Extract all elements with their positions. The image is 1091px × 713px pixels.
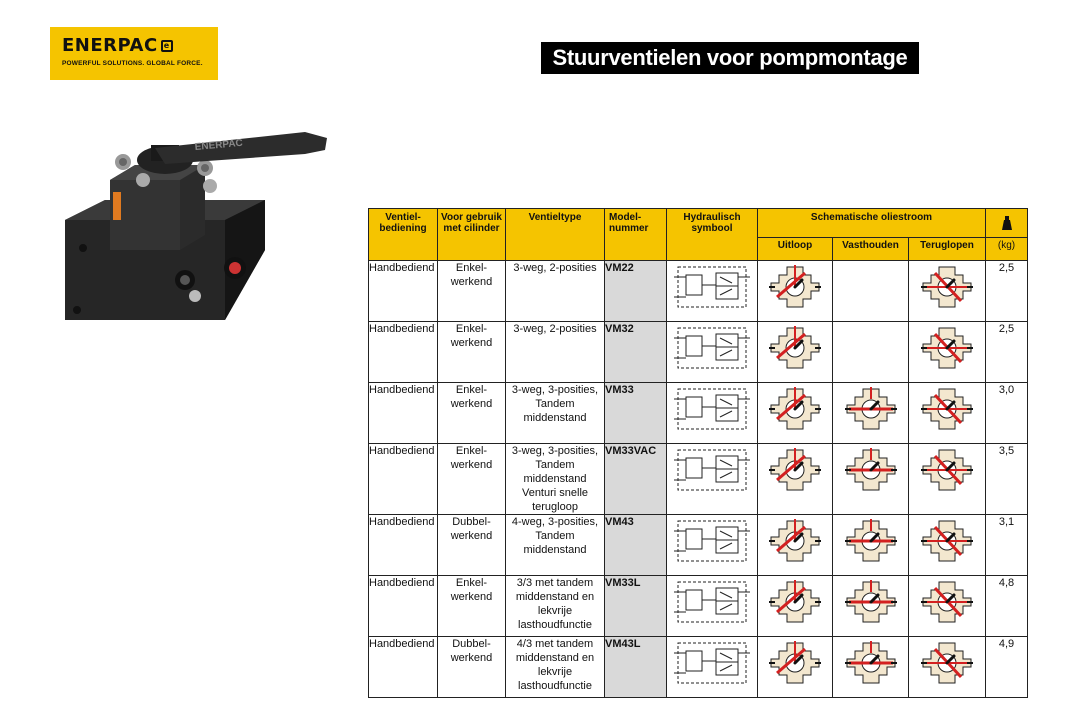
cell-ventieltype: 3-weg, 2-posities [506, 261, 605, 322]
flow-diagram-icon [917, 637, 977, 689]
header-oliestroom: Schematische oliestroom [758, 209, 986, 238]
flow-diagram-icon [765, 576, 825, 628]
cell-bediening: Handbediend [369, 444, 438, 515]
cell-bediening: Handbediend [369, 383, 438, 444]
cell-uitloop [758, 576, 833, 637]
cell-gewicht: 4,9 [986, 637, 1028, 698]
cell-uitloop [758, 515, 833, 576]
cell-symbool [667, 515, 758, 576]
header-bediening: Ventiel- bediening [369, 209, 438, 261]
table-row [369, 261, 1028, 322]
cell-bediening: Handbediend [369, 515, 438, 576]
cell-ventieltype: 3-weg, 2-posities [506, 322, 605, 383]
cell-vasthouden [833, 261, 909, 322]
header-ventieltype: Ventieltype [506, 209, 605, 261]
hydraulic-symbol-icon [672, 444, 752, 496]
cell-modelnummer: VM43L [605, 637, 667, 698]
cell-ventieltype: 3/3 met tandem middenstand en lekvrije lasthoudfunctie [506, 576, 605, 637]
flow-diagram-icon [917, 576, 977, 628]
cell-modelnummer: VM43 [605, 515, 667, 576]
cell-gebruik: Enkel- werkend [438, 444, 506, 515]
cell-bediening: Handbediend [369, 261, 438, 322]
header-symbool: Hydraulisch symbool [667, 209, 758, 261]
hydraulic-symbol-icon [672, 576, 752, 628]
header-gewicht-unit: (kg) [986, 238, 1028, 261]
cell-teruglopen [909, 576, 986, 637]
cell-modelnummer: VM33VAC [605, 444, 667, 515]
cell-gebruik: Enkel- werkend [438, 576, 506, 637]
cell-teruglopen [909, 637, 986, 698]
flow-diagram-icon [765, 637, 825, 689]
logo-tagline: POWERFUL SOLUTIONS. GLOBAL FORCE. [62, 60, 203, 67]
cell-uitloop [758, 383, 833, 444]
logo-mark-icon: e [161, 40, 173, 52]
logo-brand: ENERPAC [62, 35, 158, 56]
flow-diagram-icon [841, 444, 901, 496]
header-vasthouden: Vasthouden [833, 238, 909, 261]
cell-ventieltype: 3-weg, 3-posities, Tandem middenstand [506, 383, 605, 444]
cell-gebruik: Enkel- werkend [438, 261, 506, 322]
flow-diagram-icon [765, 515, 825, 567]
header-uitloop: Uitloop [758, 238, 833, 261]
cell-modelnummer: VM22 [605, 261, 667, 322]
cell-ventieltype: 4/3 met tandem middenstand en lekvrije lasthoudfunctie [506, 637, 605, 698]
product-photo-valve [55, 120, 335, 330]
cell-gewicht: 2,5 [986, 261, 1028, 322]
flow-diagram-icon [917, 515, 977, 567]
cell-uitloop [758, 322, 833, 383]
cell-modelnummer: VM32 [605, 322, 667, 383]
header-gewicht-icon-cell [986, 209, 1028, 238]
cell-bediening: Handbediend [369, 576, 438, 637]
cell-gewicht: 2,5 [986, 322, 1028, 383]
cell-vasthouden [833, 576, 909, 637]
cell-vasthouden [833, 515, 909, 576]
cell-modelnummer: VM33L [605, 576, 667, 637]
flow-diagram-icon [765, 383, 825, 435]
handle-brand-text: ENERPAC [194, 137, 244, 153]
cell-teruglopen [909, 444, 986, 515]
flow-diagram-icon [765, 322, 825, 374]
cell-gebruik: Enkel- werkend [438, 383, 506, 444]
cell-gewicht: 3,5 [986, 444, 1028, 515]
flow-diagram-icon [765, 444, 825, 496]
cell-uitloop [758, 261, 833, 322]
table-row [369, 444, 1028, 515]
cell-ventieltype: 4-weg, 3-posities, Tandem middenstand [506, 515, 605, 576]
weight-icon [999, 215, 1015, 231]
cell-gebruik: Dubbel- werkend [438, 515, 506, 576]
cell-uitloop [758, 637, 833, 698]
flow-diagram-icon [841, 383, 901, 435]
cell-teruglopen [909, 383, 986, 444]
cell-vasthouden [833, 322, 909, 383]
flow-diagram-icon [917, 383, 977, 435]
cell-teruglopen [909, 261, 986, 322]
flow-diagram-icon [841, 637, 901, 689]
cell-gewicht: 3,1 [986, 515, 1028, 576]
table-row [369, 637, 1028, 698]
cell-gewicht: 4,8 [986, 576, 1028, 637]
cell-vasthouden [833, 444, 909, 515]
cell-uitloop [758, 444, 833, 515]
cell-gebruik: Enkel- werkend [438, 322, 506, 383]
flow-diagram-icon [841, 576, 901, 628]
header-teruglopen: Teruglopen [909, 238, 986, 261]
cell-symbool [667, 322, 758, 383]
cell-vasthouden [833, 637, 909, 698]
cell-gewicht: 3,0 [986, 383, 1028, 444]
hydraulic-symbol-icon [672, 383, 752, 435]
table-row [369, 322, 1028, 383]
cell-modelnummer: VM33 [605, 383, 667, 444]
cell-ventieltype: 3-weg, 3-posities, Tandem middenstand Venturi snelle terugloop [506, 444, 605, 515]
cell-symbool [667, 576, 758, 637]
cell-teruglopen [909, 515, 986, 576]
enerpac-logo [50, 27, 218, 80]
valve-spec-table [368, 208, 1028, 698]
cell-symbool [667, 261, 758, 322]
flow-diagram-icon [765, 261, 825, 313]
hydraulic-symbol-icon [672, 261, 752, 313]
cell-bediening: Handbediend [369, 322, 438, 383]
flow-diagram-icon [917, 322, 977, 374]
hydraulic-symbol-icon [672, 515, 752, 567]
hydraulic-symbol-icon [672, 322, 752, 374]
flow-diagram-icon [841, 515, 901, 567]
flow-diagram-icon [917, 261, 977, 313]
cell-vasthouden [833, 383, 909, 444]
table-row [369, 576, 1028, 637]
cell-gebruik: Dubbel- werkend [438, 637, 506, 698]
header-gebruik: Voor gebruik met cilinder [438, 209, 506, 261]
header-modelnummer: Model- nummer [605, 209, 667, 261]
cell-symbool [667, 444, 758, 515]
table-row [369, 383, 1028, 444]
page-title: Stuurventielen voor pompmontage [541, 42, 919, 74]
cell-bediening: Handbediend [369, 637, 438, 698]
cell-teruglopen [909, 322, 986, 383]
cell-symbool [667, 383, 758, 444]
table-row [369, 515, 1028, 576]
cell-symbool [667, 637, 758, 698]
hydraulic-symbol-icon [672, 637, 752, 689]
flow-diagram-icon [917, 444, 977, 496]
